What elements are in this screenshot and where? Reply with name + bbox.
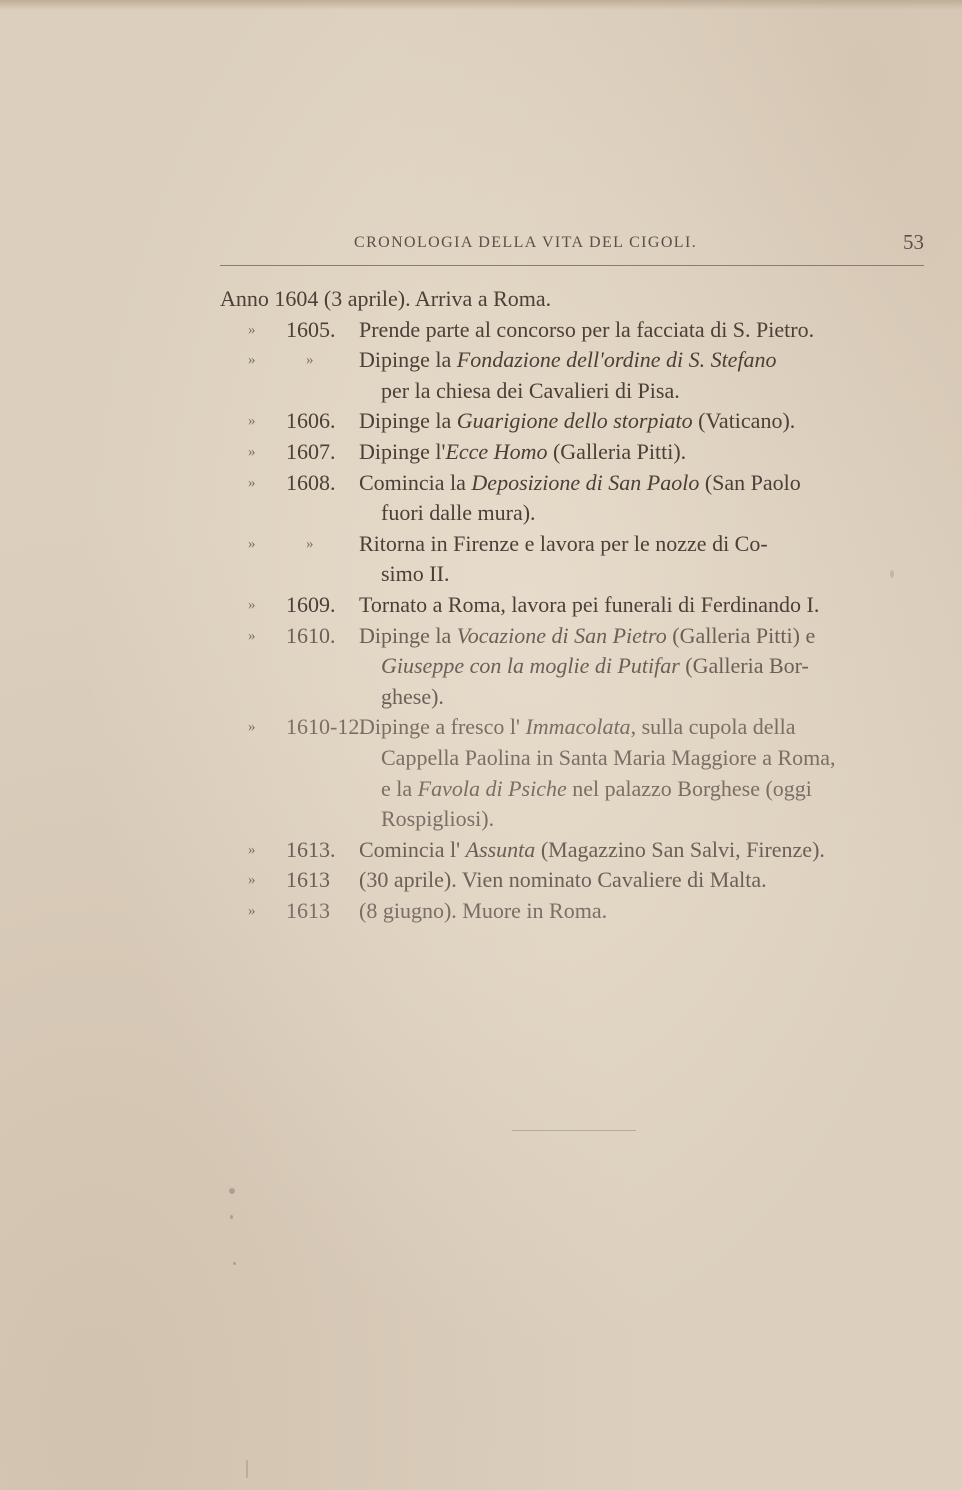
page-edge-shadow xyxy=(0,0,962,10)
ditto-mark: » xyxy=(248,535,256,552)
chronology-entry xyxy=(220,590,924,621)
entry-year: 1608. xyxy=(286,469,336,495)
entry-continuation: per la chiesa dei Cavalieri di Pisa. xyxy=(381,377,680,403)
artwork-title: Immacolata xyxy=(525,714,631,740)
entry-text: Tornato a Roma, lavora pei funerali di Ferdinando I. xyxy=(359,591,820,617)
ditto-mark: » xyxy=(248,413,256,430)
running-title: CRONOLOGIA DELLA VITA DEL CIGOLI. xyxy=(354,234,698,251)
artwork-title: Vocazione di San Pietro xyxy=(456,622,667,648)
entry-year: 1605. xyxy=(286,316,336,342)
artwork-title: Giuseppe con la moglie di Putifar xyxy=(381,653,680,679)
ditto-mark: » xyxy=(248,321,256,338)
ditto-mark: » xyxy=(248,596,256,613)
ditto-mark: » xyxy=(248,841,256,858)
entry-text: (Galleria Pitti) e xyxy=(666,622,816,648)
entry-year: 1613 xyxy=(286,897,330,923)
chronology-entry xyxy=(220,621,924,713)
entry-continuation: ghese). xyxy=(381,683,444,709)
ditto-mark: » xyxy=(248,872,256,889)
entry-continuation: fuori dalle mura). xyxy=(381,500,536,526)
entry-text: (Magazzino San Salvi, Firenze). xyxy=(535,836,825,862)
paper-speck xyxy=(246,1460,248,1478)
entry-year: 1609. xyxy=(286,591,336,617)
artwork-title: Deposizione di San Paolo xyxy=(471,469,700,495)
entry-text: (8 giugno). Muore in Roma. xyxy=(359,897,608,923)
entry-text: Prende parte al concorso per la facciata di S. Pietro. xyxy=(359,316,815,342)
entry-text: nel palazzo Borghese (oggi xyxy=(566,775,812,801)
entry-text: Dipinge a fresco l' xyxy=(359,714,526,740)
entry-text: Dipinge l' xyxy=(359,438,446,464)
artwork-title: Guarigione dello storpiato xyxy=(456,408,693,434)
chronology-entry xyxy=(220,437,924,468)
chronology-entry xyxy=(220,865,924,896)
entry-text: Dipinge la xyxy=(359,347,457,373)
ditto-mark: » xyxy=(306,352,314,369)
entry-text: (3 aprile). Arriva a Roma. xyxy=(323,286,552,311)
chronology-entry xyxy=(220,896,924,927)
entry-text: (Vaticano). xyxy=(692,408,796,434)
entry-continuation: Cappella Paolina in Santa Maria Maggiore a Roma, xyxy=(381,744,836,770)
entry-text: (30 aprile). Vien nominato Cavaliere di Malta. xyxy=(359,867,767,893)
chronology-entry xyxy=(220,345,924,406)
entry-year: 1613. xyxy=(286,836,336,862)
end-rule xyxy=(512,1130,636,1131)
entry-text: Dipinge la xyxy=(359,622,457,648)
chronology-entry xyxy=(220,712,924,834)
header-rule xyxy=(220,265,924,266)
chronology-entry xyxy=(220,315,924,346)
entry-text: (Galleria Pitti). xyxy=(547,438,687,464)
ditto-mark: » xyxy=(248,719,256,736)
entry-text: Ritorna in Firenze e lavora per le nozze di Co- xyxy=(359,530,768,556)
entry-text: Dipinge la xyxy=(359,408,457,434)
paper-speck xyxy=(233,1262,236,1265)
ditto-mark: » xyxy=(248,474,256,491)
artwork-title: Favola di Psiche xyxy=(417,775,567,801)
ditto-mark: » xyxy=(306,535,314,552)
ditto-mark: » xyxy=(248,352,256,369)
entry-continuation: Rospigliosi). xyxy=(381,806,495,832)
chronology-entry xyxy=(220,529,924,590)
entry-year: 1610-12. xyxy=(286,714,365,740)
chronology-entry xyxy=(220,835,924,866)
entry-continuation xyxy=(359,774,924,805)
anno-label: Anno xyxy=(220,286,269,311)
entry-text: (Galleria Bor- xyxy=(679,653,809,679)
paper-speck xyxy=(229,1188,235,1194)
entry-year: 1607. xyxy=(286,438,336,464)
chronology-list xyxy=(220,284,924,926)
entry-text: (San Paolo xyxy=(699,469,801,495)
entry-continuation: simo II. xyxy=(381,561,450,587)
ditto-mark: » xyxy=(248,627,256,644)
artwork-title: Assunta xyxy=(465,836,536,862)
entry-year: 1613 xyxy=(286,867,330,893)
ditto-mark: » xyxy=(248,902,256,919)
entry-text: , sulla cupola della xyxy=(630,714,796,740)
chronology-entry xyxy=(220,406,924,437)
entry-text: Comincia l' xyxy=(359,836,466,862)
entry-continuation xyxy=(359,651,924,682)
running-header xyxy=(220,228,924,262)
chronology-entry xyxy=(220,284,924,315)
paper-speck xyxy=(230,1215,233,1219)
entry-year: 1604 xyxy=(274,286,319,311)
ditto-mark: » xyxy=(248,443,256,460)
entry-text: Comincia la xyxy=(359,469,472,495)
entry-text: e la xyxy=(381,775,418,801)
paper-speck xyxy=(890,570,894,578)
chronology-entry xyxy=(220,468,924,529)
entry-year: 1610. xyxy=(286,622,336,648)
artwork-title: Ecce Homo xyxy=(445,438,548,464)
entry-year: 1606. xyxy=(286,408,336,434)
page-number: 53 xyxy=(903,230,924,254)
artwork-title: Fondazione dell'ordine di S. Stefano xyxy=(456,347,777,373)
